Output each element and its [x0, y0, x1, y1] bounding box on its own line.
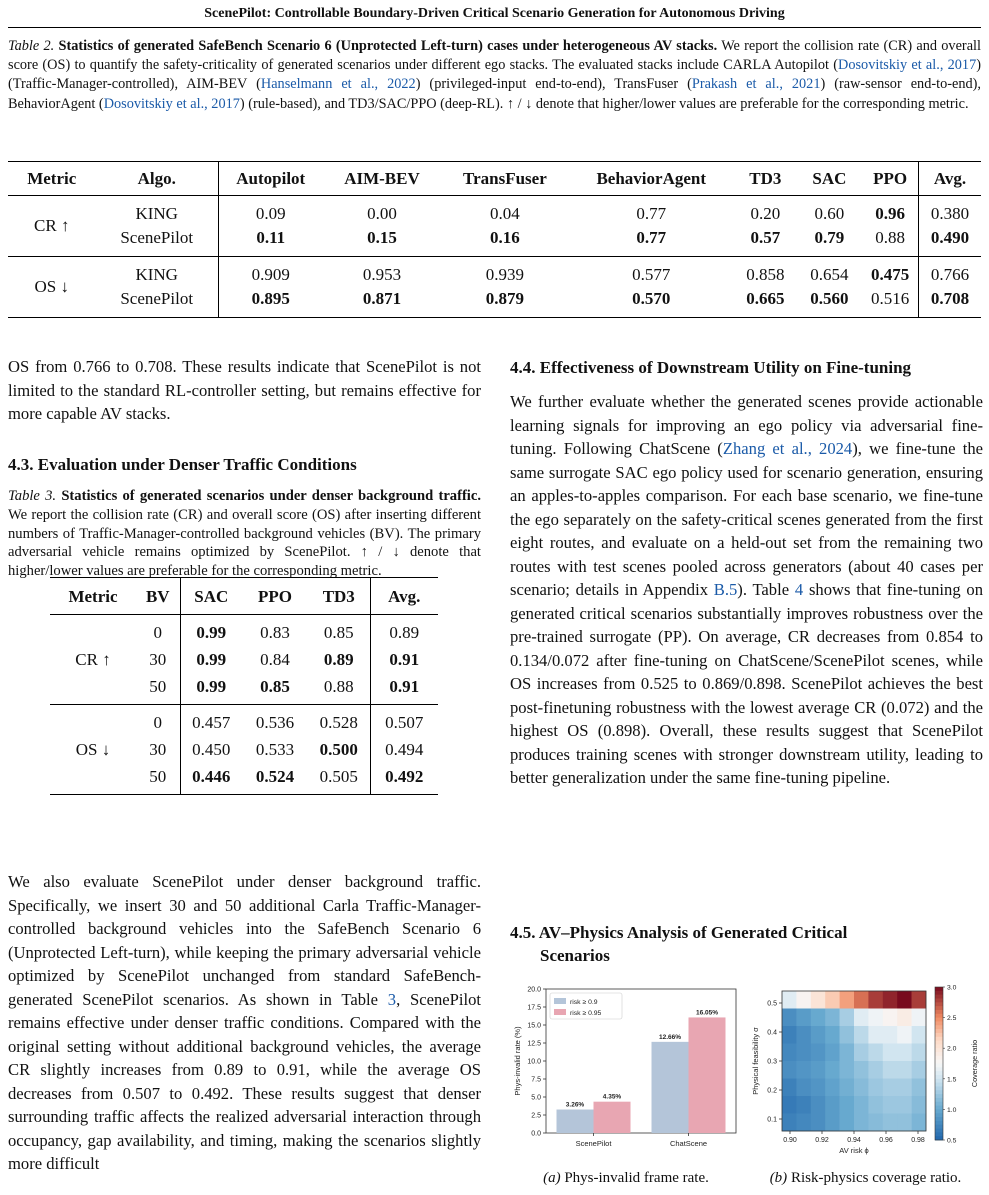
colorbar-segment: [935, 1067, 943, 1071]
colorbar-label: Coverage ratio: [970, 1039, 979, 1088]
heatmap-cell: [912, 1079, 927, 1097]
table-cell: 0.88: [875, 228, 905, 247]
y-axis-label: Phys-invalid rate (%): [513, 1026, 522, 1096]
table2-header: Avg.: [918, 162, 981, 196]
heatmap-cell: [840, 1026, 855, 1044]
metric-cell: OS ↓: [34, 277, 69, 296]
table-cell: 0.494: [370, 736, 438, 763]
heatmap-cell: [796, 1026, 811, 1044]
bv-cell: 0: [153, 623, 162, 642]
bar-value-label: 12.66%: [658, 1033, 682, 1041]
table3-header: Avg.: [370, 578, 438, 615]
table-cell: 0.89: [323, 650, 354, 669]
y-tick-label: 5.0: [531, 1094, 541, 1102]
heatmap-cell: [825, 1009, 840, 1027]
colorbar-segment: [935, 991, 943, 995]
x-axis-label: AV risk ϕ: [839, 1146, 869, 1155]
colorbar-segment: [935, 1029, 943, 1033]
heatmap-cell: [883, 1009, 898, 1027]
heatmap-cell: [912, 1009, 927, 1027]
heatmap-cell: [912, 1096, 927, 1114]
colorbar-segment: [935, 1002, 943, 1006]
table-cell: 0.500: [319, 740, 358, 759]
table-row: [50, 705, 438, 737]
colorbar-tick-label: 2.0: [947, 1045, 957, 1053]
citation-link[interactable]: Dosovitskiy et al., 2017: [103, 95, 240, 112]
y-axis-label: Physical feasibility σ: [751, 1027, 760, 1095]
table-cell: 0.577: [632, 265, 671, 284]
table-cell: 0.505: [319, 767, 358, 786]
table-cell: 0.450: [180, 736, 242, 763]
colorbar-segment: [935, 1094, 943, 1098]
heatmap-cell: [897, 1009, 912, 1027]
heatmap-cell: [868, 1009, 883, 1027]
table-cell: 0.939: [485, 265, 525, 284]
colorbar-segment: [935, 1129, 943, 1133]
table-cell: 0.533: [255, 740, 295, 759]
colorbar-segment: [935, 1113, 943, 1117]
heatmap-cell: [912, 1114, 927, 1132]
heatmap-cell: [782, 1044, 797, 1062]
table-cell: 0.446: [180, 763, 242, 795]
bv-cell: 50: [149, 767, 167, 786]
table-cell: 0.528: [319, 713, 358, 732]
bar: [652, 1042, 689, 1133]
heatmap-cell: [811, 1096, 826, 1114]
bar-value-label: 16.05%: [695, 1009, 719, 1017]
colorbar-segment: [935, 1090, 943, 1094]
colorbar-segment: [935, 1071, 943, 1075]
colorbar-segment: [935, 1106, 943, 1110]
table-cell: 0.60: [814, 204, 845, 223]
right-paragraph: We further evaluate whether the generated scenes provide actionable learning signals for improving an ego policy via adversarial fine-tuning. Following ChatScene (Zhang et al., 2024), we fine-tune the same surrogate SAC ego policy used for scenario generation, ensuring an apples-to-apples comparison. For each base scenario, we fine-tune the ego separately on the safety-critical scenes generated from the first eight routes, and evaluate on a held-out set from the remaining two routes with test scenes pooled across generators (about 40 cases per scenario; details in Appendix B.5). Table 4 shows that fine-tuning on generated critical scenarios substantially improves robustness over the pre-trained surrogate (PP). On average, CR decreases from 0.854 to 0.134/0.072 after fine-tuning on ChatScene/ScenePilot scenes, while OS increases from 0.525 to 0.869/0.898. ScenePilot achieves the best post-finetuning robustness with the lowest average CR (0.072) and the highest OS (0.898). Overall, these results suggest that ScenePilot produces training scenes with stronger downstream utility, leading to better generalization under the same fine-tuning pipeline.: [510, 392, 983, 787]
y-tick-label: 15.0: [527, 1022, 541, 1030]
heatmap-cell: [912, 991, 927, 1009]
table-cell: 0.457: [180, 705, 242, 737]
legend-swatch: [554, 998, 566, 1004]
heatmap-cell: [840, 1061, 855, 1079]
heatmap-cell: [854, 1114, 869, 1132]
table-cell: 0.879: [485, 289, 525, 308]
x-tick-label: 0.94: [847, 1137, 861, 1144]
legend-swatch: [554, 1009, 566, 1015]
heatmap-cell: [854, 1044, 869, 1062]
colorbar-segment: [935, 1109, 943, 1113]
table-cell: 0.99: [180, 615, 242, 647]
table-row: [8, 196, 981, 227]
table3-header-row: [50, 578, 438, 615]
heatmap-cell: [883, 1096, 898, 1114]
heatmap-cell: [840, 1009, 855, 1027]
table-cell: 0.895: [218, 287, 322, 318]
colorbar-segment: [935, 1086, 943, 1090]
table3-header: Metric: [68, 586, 118, 606]
colorbar-tick-label: 3.0: [947, 984, 957, 992]
table2-header: Algo.: [137, 168, 176, 188]
table-cell: 0.570: [632, 289, 671, 308]
table-cell: 0.20: [750, 204, 781, 223]
table2: [8, 161, 981, 318]
y-tick-label: 0.5: [767, 1000, 777, 1008]
table2-header-row: [8, 162, 981, 196]
heatmap-cell: [868, 991, 883, 1009]
heatmap-cell: [825, 1044, 840, 1062]
x-tick-label: 0.98: [911, 1137, 925, 1144]
heatmap-cell: [811, 1079, 826, 1097]
colorbar-tick-label: 1.5: [947, 1076, 957, 1084]
heatmap-cell: [912, 1061, 927, 1079]
table-cell: 0.91: [370, 673, 438, 705]
colorbar-segment: [935, 1117, 943, 1121]
heatmap-cell: [782, 1026, 797, 1044]
colorbar-segment: [935, 1102, 943, 1106]
heatmap-cell: [897, 991, 912, 1009]
colorbar-segment: [935, 1125, 943, 1129]
heatmap-cell: [868, 1114, 883, 1132]
table2-header: BehaviorAgent: [596, 168, 707, 188]
table-cell: 0.83: [260, 623, 290, 642]
table-cell: 0.09: [218, 196, 322, 227]
heatmap-cell: [854, 1061, 869, 1079]
table-cell: 0.909: [218, 257, 322, 288]
colorbar-segment: [935, 1033, 943, 1037]
algo-cell: ScenePilot: [120, 228, 194, 247]
colorbar-tick-label: 1.0: [947, 1106, 957, 1114]
heatmap-cell: [796, 1044, 811, 1062]
table-cell: 0.85: [323, 623, 354, 642]
table3-caption: Table 3. Statistics of generated scenarios under denser background traffic. We report the collision rate (CR) and overall score (OS) after inserting different numbers of Traffic-Manager-controlled background vehicles (BV). The primary adversarial vehicle remains optimized by ScenePilot. ↑ / ↓ denote that higher/lower values are preferable for the corresponding metric.: [8, 488, 481, 580]
bar-value-label: 4.35%: [602, 1093, 622, 1101]
table-cell: 0.766: [918, 257, 981, 288]
colorbar-segment: [935, 1041, 943, 1045]
heatmap-cell: [854, 1096, 869, 1114]
table-cell: 0.99: [180, 646, 242, 673]
table-row: [8, 257, 981, 288]
table-cell: 0.89: [370, 615, 438, 647]
colorbar-segment: [935, 1014, 943, 1018]
table-cell: 0.490: [918, 226, 981, 257]
table-cell: 0.99: [180, 673, 242, 705]
heatmap-cell: [811, 1061, 826, 1079]
colorbar-segment: [935, 1010, 943, 1014]
table2-caption: Table 2. Statistics of generated SafeBench Scenario 6 (Unprotected Left-turn) cases under heterogeneous AV stacks. We report the collision rate (CR) and overall score (OS) to quantify the safety-criticality of generated scenarios under different ego stacks. The evaluated stacks include CARLA Autopilot (Dosovitskiy et al., 2017) (Traffic-Manager-controlled), AIM-BEV (Hanselmann et al., 2022) (privileged-input end-to-end), TransFuser (Prakash et al., 2021) (raw-sensor end-to-end), BehaviorAgent (Dosovitskiy et al., 2017) (rule-based), and TD3/SAC/PPO (deep-RL). ↑ / ↓ denote that higher/lower values are preferable for the corresponding metric.: [8, 38, 981, 112]
y-tick-label: 0.0: [531, 1130, 541, 1138]
heatmap-cell: [883, 1026, 898, 1044]
heatmap-cell: [840, 991, 855, 1009]
table-cell: 0.91: [370, 646, 438, 673]
table-cell: 0.11: [218, 226, 322, 257]
table2-header: Autopilot: [218, 162, 322, 196]
table-cell: 0.665: [746, 289, 785, 308]
heatmap-cell: [782, 1009, 797, 1027]
bv-cell: 30: [149, 650, 167, 669]
heatmap-cell: [782, 1061, 797, 1079]
left-paragraph-1: OS from 0.766 to 0.708. These results indicate that ScenePilot is not limited to the standard RL-controller setting, but remains effective for more capable AV stacks.: [8, 357, 481, 423]
table-ref-link[interactable]: 3: [387, 989, 397, 1009]
algo-cell: KING: [135, 265, 178, 284]
citation-link[interactable]: Prakash et al., 2021: [691, 76, 821, 93]
table-cell: 0.536: [255, 713, 295, 732]
heatmap-cell: [811, 991, 826, 1009]
y-tick-label: 2.5: [531, 1112, 541, 1120]
x-tick-label: 0.96: [879, 1137, 893, 1144]
algo-cell: KING: [135, 204, 178, 223]
colorbar-segment: [935, 1037, 943, 1041]
y-tick-label: 0.2: [767, 1087, 777, 1095]
colorbar-segment: [935, 1018, 943, 1022]
appendix-ref-link[interactable]: B.5: [713, 580, 738, 599]
table2-header: SAC: [812, 168, 847, 188]
table-cell: 0.77: [636, 228, 667, 247]
section-heading-4-5: 4.5. AV–Physics Analysis of Generated Critical Scenarios: [510, 923, 848, 965]
heatmap-cell: [782, 1079, 797, 1097]
heatmap-cell: [825, 1114, 840, 1132]
heatmap-cell: [854, 1026, 869, 1044]
y-tick-label: 12.5: [527, 1040, 541, 1048]
heatmap-cell: [897, 1044, 912, 1062]
heatmap-cell: [811, 1114, 826, 1132]
heatmap-cell: [825, 1096, 840, 1114]
heatmap-cell: [811, 1009, 826, 1027]
heatmap-cell: [796, 1079, 811, 1097]
table-cell: 0.96: [875, 204, 905, 223]
y-tick-label: 0.1: [767, 1116, 777, 1124]
heatmap-cell: [796, 1114, 811, 1132]
y-tick-label: 17.5: [527, 1004, 541, 1012]
colorbar-segment: [935, 1083, 943, 1087]
x-tick-label: 0.90: [783, 1137, 797, 1144]
table-cell: 0.524: [255, 767, 295, 786]
y-tick-label: 0.4: [767, 1029, 777, 1037]
header-rule: [8, 27, 981, 28]
colorbar-segment: [935, 998, 943, 1002]
heatmap-cell: [825, 991, 840, 1009]
bv-cell: 0: [153, 713, 162, 732]
heatmap-cell: [897, 1061, 912, 1079]
x-tick-label: ChatScene: [669, 1139, 708, 1148]
y-tick-label: 10.0: [527, 1058, 541, 1066]
table-cell: 0.475: [870, 265, 910, 284]
table-cell: 0.654: [810, 265, 849, 284]
heatmap-cell: [897, 1026, 912, 1044]
table3-header: TD3: [322, 586, 355, 606]
metric-cell: OS ↓: [75, 740, 111, 759]
heatmap-cell: [854, 991, 869, 1009]
table-cell: 0.16: [490, 228, 520, 247]
heatmap-cell: [897, 1114, 912, 1132]
risk-physics-heatmap: [748, 983, 986, 1163]
heatmap-cell: [796, 991, 811, 1009]
colorbar-segment: [935, 1052, 943, 1056]
colorbar-segment: [935, 1064, 943, 1068]
table-cell: 0.77: [636, 204, 667, 223]
table3-header: PPO: [258, 586, 292, 606]
bar: [689, 1017, 726, 1133]
y-tick-label: 0.3: [767, 1058, 777, 1066]
colorbar-segment: [935, 995, 943, 999]
subfigure-b-caption: (b) Risk-physics coverage ratio.: [769, 1170, 962, 1186]
heatmap-cell: [782, 1114, 797, 1132]
heatmap-cell: [782, 1096, 797, 1114]
heatmap-cell: [796, 1061, 811, 1079]
x-tick-label: ScenePilot: [575, 1139, 612, 1148]
heatmap-cell: [854, 1009, 869, 1027]
heatmap-cell: [883, 1061, 898, 1079]
heatmap-cell: [840, 1114, 855, 1132]
heatmap-cell: [897, 1079, 912, 1097]
table3-header: SAC: [180, 578, 242, 615]
metric-cell: CR ↑: [75, 650, 111, 669]
heatmap-cell: [840, 1096, 855, 1114]
heatmap-cell: [811, 1044, 826, 1062]
heatmap-cell: [825, 1061, 840, 1079]
colorbar-tick-label: 0.5: [947, 1137, 957, 1145]
subfigure-a-caption: (a) Phys-invalid frame rate.: [543, 1170, 709, 1186]
left-paragraph-2: We also evaluate ScenePilot under denser background traffic. Specifically, we insert 30 and 50 additional Carla Traffic-Manager-controlled background vehicles into the SafeBench Scenario 6 (Unprotected Left-turn), while keeping the primary adversarial vehicle optimized by ScenePilot unchanged from standard SafeBench-generated ScenePilot scenarios. As shown in Table 3, ScenePilot remains effective under denser traffic conditions. Compared with the original setting without additional background vehicles, the average CR slightly increases from 0.89 to 0.91, while the average OS decreases from 0.507 to 0.492. These results suggest that denser surrounding traffic affects the realized adversarial interaction through occupancy, gap availability, and timing, making the scenarios slightly more difficult: [8, 872, 481, 1173]
table2-header: Metric: [27, 168, 77, 188]
table-cell: 0.85: [260, 677, 290, 696]
colorbar-segment: [935, 1075, 943, 1079]
heatmap-cell: [868, 1061, 883, 1079]
metric-cell: CR ↑: [34, 216, 70, 235]
colorbar-tick-label: 2.5: [947, 1015, 957, 1023]
bar-value-label: 3.26%: [565, 1101, 585, 1109]
colorbar-segment: [935, 987, 943, 991]
heatmap-cell: [811, 1026, 826, 1044]
table2-header: TD3: [749, 168, 782, 188]
table-cell: 0.79: [814, 228, 845, 247]
bv-cell: 50: [149, 677, 167, 696]
algo-cell: ScenePilot: [120, 289, 194, 308]
heatmap-cell: [883, 1044, 898, 1062]
table-cell: 0.00: [367, 204, 397, 223]
colorbar-segment: [935, 1025, 943, 1029]
heatmap-cell: [868, 1096, 883, 1114]
table-cell: 0.953: [362, 265, 402, 284]
running-header-title: ScenePilot: Controllable Boundary-Driven Critical Scenario Generation for Autonomous Driving: [204, 6, 785, 21]
table2-header: TransFuser: [463, 168, 547, 188]
heatmap-cell: [840, 1079, 855, 1097]
heatmap-cell: [897, 1096, 912, 1114]
colorbar-segment: [935, 1056, 943, 1060]
y-tick-label: 7.5: [531, 1076, 541, 1084]
colorbar-segment: [935, 1044, 943, 1048]
heatmap-cell: [868, 1044, 883, 1062]
colorbar-segment: [935, 1060, 943, 1064]
bar: [594, 1102, 631, 1133]
table-cell: 0.516: [870, 289, 910, 308]
table-cell: 0.560: [810, 289, 849, 308]
table-row: [50, 615, 438, 647]
table-cell: 0.492: [370, 763, 438, 795]
table-row: [8, 226, 981, 257]
section-heading-4-3: 4.3. Evaluation under Denser Traffic Conditions: [8, 455, 357, 474]
table-cell: 0.858: [746, 265, 785, 284]
heatmap-cell: [912, 1044, 927, 1062]
y-tick-label: 20.0: [527, 986, 541, 994]
heatmap-cell: [825, 1026, 840, 1044]
table3-header: BV: [145, 586, 170, 606]
heatmap-cell: [825, 1079, 840, 1097]
table-cell: 0.380: [918, 196, 981, 227]
table-cell: 0.15: [367, 228, 397, 247]
colorbar-segment: [935, 1132, 943, 1136]
table-cell: 0.57: [750, 228, 781, 247]
legend-label: risk ≥ 0.9: [570, 999, 598, 1006]
table2-header: AIM-BEV: [344, 168, 420, 188]
heatmap-cell: [883, 1114, 898, 1132]
table-cell: 0.507: [370, 705, 438, 737]
x-tick-label: 0.92: [815, 1137, 829, 1144]
legend-label: risk ≥ 0.95: [570, 1010, 602, 1017]
colorbar-segment: [935, 1098, 943, 1102]
heatmap-cell: [840, 1044, 855, 1062]
heatmap-cell: [912, 1026, 927, 1044]
bv-cell: 30: [149, 740, 167, 759]
colorbar-segment: [935, 1006, 943, 1010]
colorbar-segment: [935, 1079, 943, 1083]
citation-link[interactable]: Hanselmann et al., 2022: [260, 76, 416, 93]
heatmap-cell: [883, 991, 898, 1009]
heatmap-cell: [854, 1079, 869, 1097]
section-heading-4-4: 4.4. Effectiveness of Downstream Utility on Fine-tuning: [510, 358, 912, 377]
phys-invalid-bar-chart: [510, 983, 742, 1163]
colorbar-segment: [935, 1121, 943, 1125]
table2-header: PPO: [873, 168, 908, 188]
table3: [50, 577, 438, 795]
table-cell: 0.04: [490, 204, 520, 223]
heatmap-cell: [883, 1079, 898, 1097]
table-ref-link[interactable]: 4: [794, 580, 804, 599]
heatmap-cell: [796, 1009, 811, 1027]
table-cell: 0.88: [323, 677, 354, 696]
table-cell: 0.84: [260, 650, 290, 669]
table-row: [8, 287, 981, 318]
table-cell: 0.871: [362, 289, 402, 308]
heatmap-cell: [796, 1096, 811, 1114]
bar: [557, 1110, 594, 1133]
table-cell: 0.708: [918, 287, 981, 318]
heatmap-cell: [868, 1026, 883, 1044]
heatmap-cell: [782, 991, 797, 1009]
colorbar-segment: [935, 1021, 943, 1025]
colorbar-segment: [935, 1048, 943, 1052]
citation-link[interactable]: Dosovitskiy et al., 2017: [838, 57, 977, 74]
heatmap-cell: [868, 1079, 883, 1097]
citation-link[interactable]: Zhang et al., 2024: [722, 439, 853, 458]
